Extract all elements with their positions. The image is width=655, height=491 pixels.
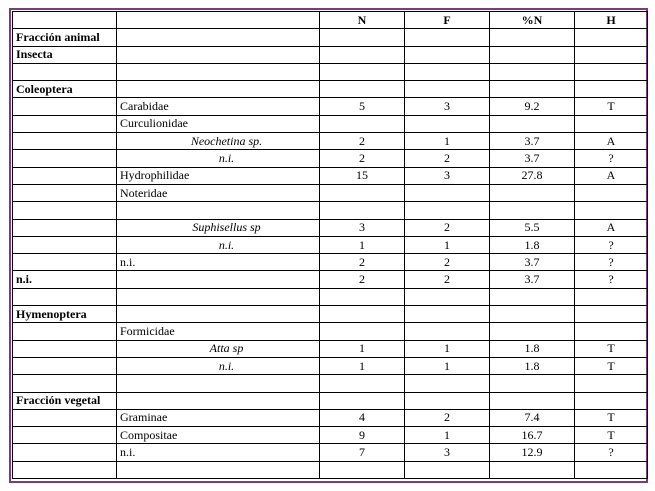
f-cell: 3 bbox=[405, 444, 490, 461]
n-cell bbox=[320, 288, 405, 305]
table-row bbox=[13, 63, 648, 80]
percent-n-cell bbox=[490, 306, 575, 323]
f-cell: 2 bbox=[405, 409, 490, 426]
table-row bbox=[13, 167, 648, 184]
f-cell bbox=[405, 81, 490, 98]
table-row bbox=[13, 236, 648, 253]
group-cell bbox=[13, 357, 117, 374]
n-cell bbox=[320, 184, 405, 201]
f-cell: 2 bbox=[405, 271, 490, 288]
taxon-cell bbox=[117, 288, 320, 305]
n-cell: 2 bbox=[320, 150, 405, 167]
f-cell: 3 bbox=[405, 167, 490, 184]
f-cell: 2 bbox=[405, 150, 490, 167]
h-cell: A bbox=[575, 133, 648, 150]
table-row bbox=[13, 357, 648, 374]
header-cell-percent-n: %N bbox=[490, 12, 575, 29]
table-row bbox=[13, 444, 648, 461]
table-row bbox=[13, 306, 648, 323]
group-cell: Coleoptera bbox=[13, 81, 117, 98]
percent-n-cell bbox=[490, 184, 575, 201]
percent-n-cell: 3.7 bbox=[490, 133, 575, 150]
n-cell: 1 bbox=[320, 357, 405, 374]
f-cell: 2 bbox=[405, 219, 490, 236]
header-cell-subtaxon bbox=[117, 12, 320, 29]
group-cell bbox=[13, 375, 117, 392]
n-cell: 1 bbox=[320, 340, 405, 357]
group-cell bbox=[13, 323, 117, 340]
table-frame bbox=[9, 8, 648, 483]
taxon-cell: Compositae bbox=[117, 427, 320, 444]
group-cell: n.i. bbox=[13, 271, 117, 288]
taxon-cell bbox=[117, 81, 320, 98]
n-cell: 7 bbox=[320, 444, 405, 461]
h-cell: ? bbox=[575, 271, 648, 288]
n-cell: 2 bbox=[320, 271, 405, 288]
percent-n-cell: 1.8 bbox=[490, 340, 575, 357]
taxon-cell: Graminae bbox=[117, 409, 320, 426]
percent-n-cell bbox=[490, 63, 575, 80]
group-cell bbox=[13, 202, 117, 219]
table-row bbox=[13, 323, 648, 340]
f-cell bbox=[405, 306, 490, 323]
h-cell bbox=[575, 461, 648, 478]
f-cell: 1 bbox=[405, 427, 490, 444]
group-cell bbox=[13, 98, 117, 115]
f-cell: 1 bbox=[405, 236, 490, 253]
percent-n-cell: 9.2 bbox=[490, 98, 575, 115]
table-row bbox=[13, 254, 648, 271]
taxon-cell bbox=[117, 271, 320, 288]
percent-n-cell bbox=[490, 461, 575, 478]
n-cell bbox=[320, 392, 405, 409]
table-row bbox=[13, 46, 648, 63]
percent-n-cell: 7.4 bbox=[490, 409, 575, 426]
percent-n-cell: 16.7 bbox=[490, 427, 575, 444]
group-cell bbox=[13, 340, 117, 357]
h-cell bbox=[575, 392, 648, 409]
n-cell bbox=[320, 461, 405, 478]
percent-n-cell bbox=[490, 375, 575, 392]
taxon-cell bbox=[117, 461, 320, 478]
h-cell bbox=[575, 115, 648, 132]
percent-n-cell bbox=[490, 288, 575, 305]
group-cell bbox=[13, 409, 117, 426]
h-cell bbox=[575, 202, 648, 219]
f-cell bbox=[405, 184, 490, 201]
taxon-cell bbox=[117, 202, 320, 219]
n-cell bbox=[320, 306, 405, 323]
table-row bbox=[13, 98, 648, 115]
f-cell bbox=[405, 29, 490, 46]
taxon-cell: Formicidae bbox=[117, 323, 320, 340]
h-cell bbox=[575, 63, 648, 80]
f-cell bbox=[405, 46, 490, 63]
h-cell bbox=[575, 288, 648, 305]
group-cell bbox=[13, 150, 117, 167]
taxon-cell bbox=[117, 306, 320, 323]
percent-n-cell: 12.9 bbox=[490, 444, 575, 461]
table-row bbox=[13, 375, 648, 392]
group-cell bbox=[13, 184, 117, 201]
group-cell bbox=[13, 236, 117, 253]
f-cell: 3 bbox=[405, 98, 490, 115]
group-cell: Fracción vegetal bbox=[13, 392, 117, 409]
f-cell bbox=[405, 288, 490, 305]
group-cell bbox=[13, 167, 117, 184]
h-cell bbox=[575, 81, 648, 98]
f-cell bbox=[405, 461, 490, 478]
f-cell bbox=[405, 63, 490, 80]
header-cell-f: F bbox=[405, 12, 490, 29]
table-row bbox=[13, 202, 648, 219]
taxon-cell bbox=[117, 375, 320, 392]
n-cell bbox=[320, 115, 405, 132]
n-cell: 3 bbox=[320, 219, 405, 236]
n-cell bbox=[320, 29, 405, 46]
taxon-cell: Curculionidae bbox=[117, 115, 320, 132]
group-cell: Fracción animal bbox=[13, 29, 117, 46]
h-cell bbox=[575, 306, 648, 323]
taxon-cell bbox=[117, 46, 320, 63]
table-row bbox=[13, 409, 648, 426]
group-cell: Hymenoptera bbox=[13, 306, 117, 323]
h-cell: ? bbox=[575, 254, 648, 271]
taxon-cell: Suphisellus sp bbox=[117, 219, 320, 236]
h-cell: ? bbox=[575, 236, 648, 253]
h-cell: ? bbox=[575, 150, 648, 167]
table-row bbox=[13, 427, 648, 444]
table-row bbox=[13, 461, 648, 478]
taxon-cell: Hydrophilidae bbox=[117, 167, 320, 184]
f-cell: 1 bbox=[405, 133, 490, 150]
table-row bbox=[13, 29, 648, 46]
taxon-cell: n.i. bbox=[117, 150, 320, 167]
diet-table bbox=[12, 11, 648, 479]
h-cell bbox=[575, 184, 648, 201]
percent-n-cell: 1.8 bbox=[490, 357, 575, 374]
f-cell bbox=[405, 323, 490, 340]
group-cell bbox=[13, 444, 117, 461]
n-cell: 4 bbox=[320, 409, 405, 426]
percent-n-cell bbox=[490, 323, 575, 340]
h-cell: T bbox=[575, 98, 648, 115]
table-row bbox=[13, 219, 648, 236]
group-cell bbox=[13, 427, 117, 444]
n-cell bbox=[320, 46, 405, 63]
f-cell bbox=[405, 375, 490, 392]
percent-n-cell: 3.7 bbox=[490, 254, 575, 271]
table-row bbox=[13, 392, 648, 409]
group-cell bbox=[13, 219, 117, 236]
percent-n-cell bbox=[490, 392, 575, 409]
taxon-cell: Neochetina sp. bbox=[117, 133, 320, 150]
n-cell bbox=[320, 81, 405, 98]
taxon-cell: Atta sp bbox=[117, 340, 320, 357]
taxon-cell: n.i. bbox=[117, 236, 320, 253]
n-cell: 2 bbox=[320, 133, 405, 150]
h-cell: A bbox=[575, 167, 648, 184]
taxon-cell: Noteridae bbox=[117, 184, 320, 201]
f-cell bbox=[405, 115, 490, 132]
n-cell: 2 bbox=[320, 254, 405, 271]
percent-n-cell: 5.5 bbox=[490, 219, 575, 236]
h-cell: T bbox=[575, 427, 648, 444]
n-cell bbox=[320, 323, 405, 340]
taxon-cell: n.i. bbox=[117, 357, 320, 374]
percent-n-cell bbox=[490, 115, 575, 132]
group-cell bbox=[13, 461, 117, 478]
taxon-cell: n.i. bbox=[117, 254, 320, 271]
h-cell bbox=[575, 29, 648, 46]
group-cell bbox=[13, 133, 117, 150]
f-cell: 2 bbox=[405, 254, 490, 271]
group-cell bbox=[13, 63, 117, 80]
group-cell bbox=[13, 254, 117, 271]
percent-n-cell bbox=[490, 29, 575, 46]
table-row bbox=[13, 133, 648, 150]
n-cell: 9 bbox=[320, 427, 405, 444]
percent-n-cell bbox=[490, 202, 575, 219]
n-cell: 15 bbox=[320, 167, 405, 184]
taxon-cell bbox=[117, 63, 320, 80]
h-cell: T bbox=[575, 409, 648, 426]
percent-n-cell bbox=[490, 46, 575, 63]
header-cell-n: N bbox=[320, 12, 405, 29]
h-cell bbox=[575, 46, 648, 63]
table-row bbox=[13, 81, 648, 98]
percent-n-cell: 1.8 bbox=[490, 236, 575, 253]
percent-n-cell: 27.8 bbox=[490, 167, 575, 184]
percent-n-cell: 3.7 bbox=[490, 271, 575, 288]
h-cell: A bbox=[575, 219, 648, 236]
percent-n-cell: 3.7 bbox=[490, 150, 575, 167]
header-cell-taxon bbox=[13, 12, 117, 29]
table-row bbox=[13, 115, 648, 132]
table-row bbox=[13, 184, 648, 201]
n-cell: 5 bbox=[320, 98, 405, 115]
h-cell: ? bbox=[575, 444, 648, 461]
taxon-cell: n.i. bbox=[117, 444, 320, 461]
header-cell-h: H bbox=[575, 12, 648, 29]
h-cell bbox=[575, 323, 648, 340]
table-body bbox=[13, 29, 648, 479]
taxon-cell bbox=[117, 392, 320, 409]
f-cell: 1 bbox=[405, 357, 490, 374]
h-cell bbox=[575, 375, 648, 392]
percent-n-cell bbox=[490, 81, 575, 98]
taxon-cell bbox=[117, 29, 320, 46]
taxon-cell: Carabidae bbox=[117, 98, 320, 115]
n-cell bbox=[320, 375, 405, 392]
f-cell bbox=[405, 202, 490, 219]
n-cell bbox=[320, 63, 405, 80]
table-row bbox=[13, 288, 648, 305]
table-row bbox=[13, 271, 648, 288]
group-cell bbox=[13, 288, 117, 305]
group-cell: Insecta bbox=[13, 46, 117, 63]
f-cell bbox=[405, 392, 490, 409]
h-cell: T bbox=[575, 357, 648, 374]
group-cell bbox=[13, 115, 117, 132]
table-row bbox=[13, 150, 648, 167]
h-cell: T bbox=[575, 340, 648, 357]
f-cell: 1 bbox=[405, 340, 490, 357]
table-row bbox=[13, 340, 648, 357]
header-row bbox=[13, 12, 648, 29]
n-cell: 1 bbox=[320, 236, 405, 253]
n-cell bbox=[320, 202, 405, 219]
